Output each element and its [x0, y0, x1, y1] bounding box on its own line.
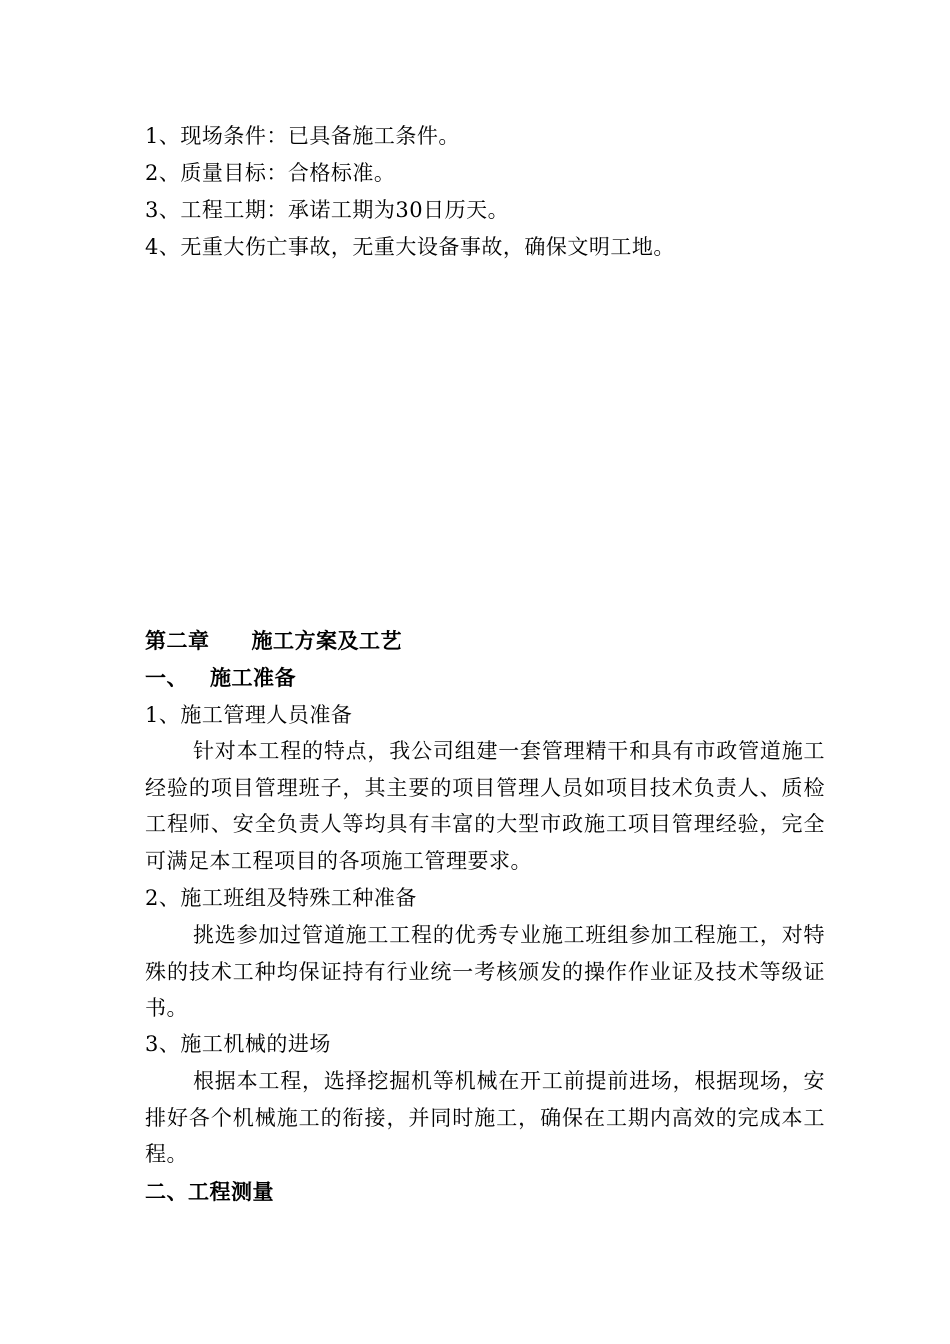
item-text-teams: 挑选参加过管道施工工程的优秀专业施工班组参加工程施工，对特殊的技术工种均保证持有行业统一考核颁发的操作作业证及技术等级证书。: [145, 923, 825, 1020]
section-number: 一、: [145, 665, 188, 690]
item-heading-teams: 2、施工班组及特殊工种准备: [145, 886, 417, 910]
condition-duration: 3、工程工期：承诺工期为30日历天。: [145, 198, 510, 222]
chapter-title: 施工方案及工艺: [251, 628, 402, 653]
item-text-management: 针对本工程的特点，我公司组建一套管理精干和具有市政管道施工经验的项目管理班子，其主要的项目管理人员如项目技术负责人、质检工程师、安全负责人等均具有丰富的大型市政施工项目管理经验，完全可满足本工程项目的各项施工管理要求。: [145, 739, 825, 873]
item-heading-management: 1、施工管理人员准备: [145, 703, 353, 727]
section-heading-preparation: [145, 660, 296, 696]
condition-safety: 4、无重大伤亡事故，无重大设备事故，确保文明工地。: [145, 235, 675, 259]
chapter-heading: [145, 623, 402, 659]
section-title: 施工准备: [210, 665, 296, 690]
section-heading-survey: 二、工程测量: [145, 1179, 274, 1204]
item-text-machinery: 根据本工程，选择挖掘机等机械在开工前提前进场，根据现场，安排好各个机械施工的衔接，并同时施工，确保在工期内高效的完成本工程。: [145, 1069, 825, 1166]
condition-quality: 2、质量目标：合格标准。: [145, 161, 396, 185]
condition-site: 1、现场条件：已具备施工条件。: [145, 124, 460, 148]
chapter-number: 第二章: [145, 628, 210, 653]
item-heading-machinery: 3、施工机械的进场: [145, 1032, 331, 1056]
